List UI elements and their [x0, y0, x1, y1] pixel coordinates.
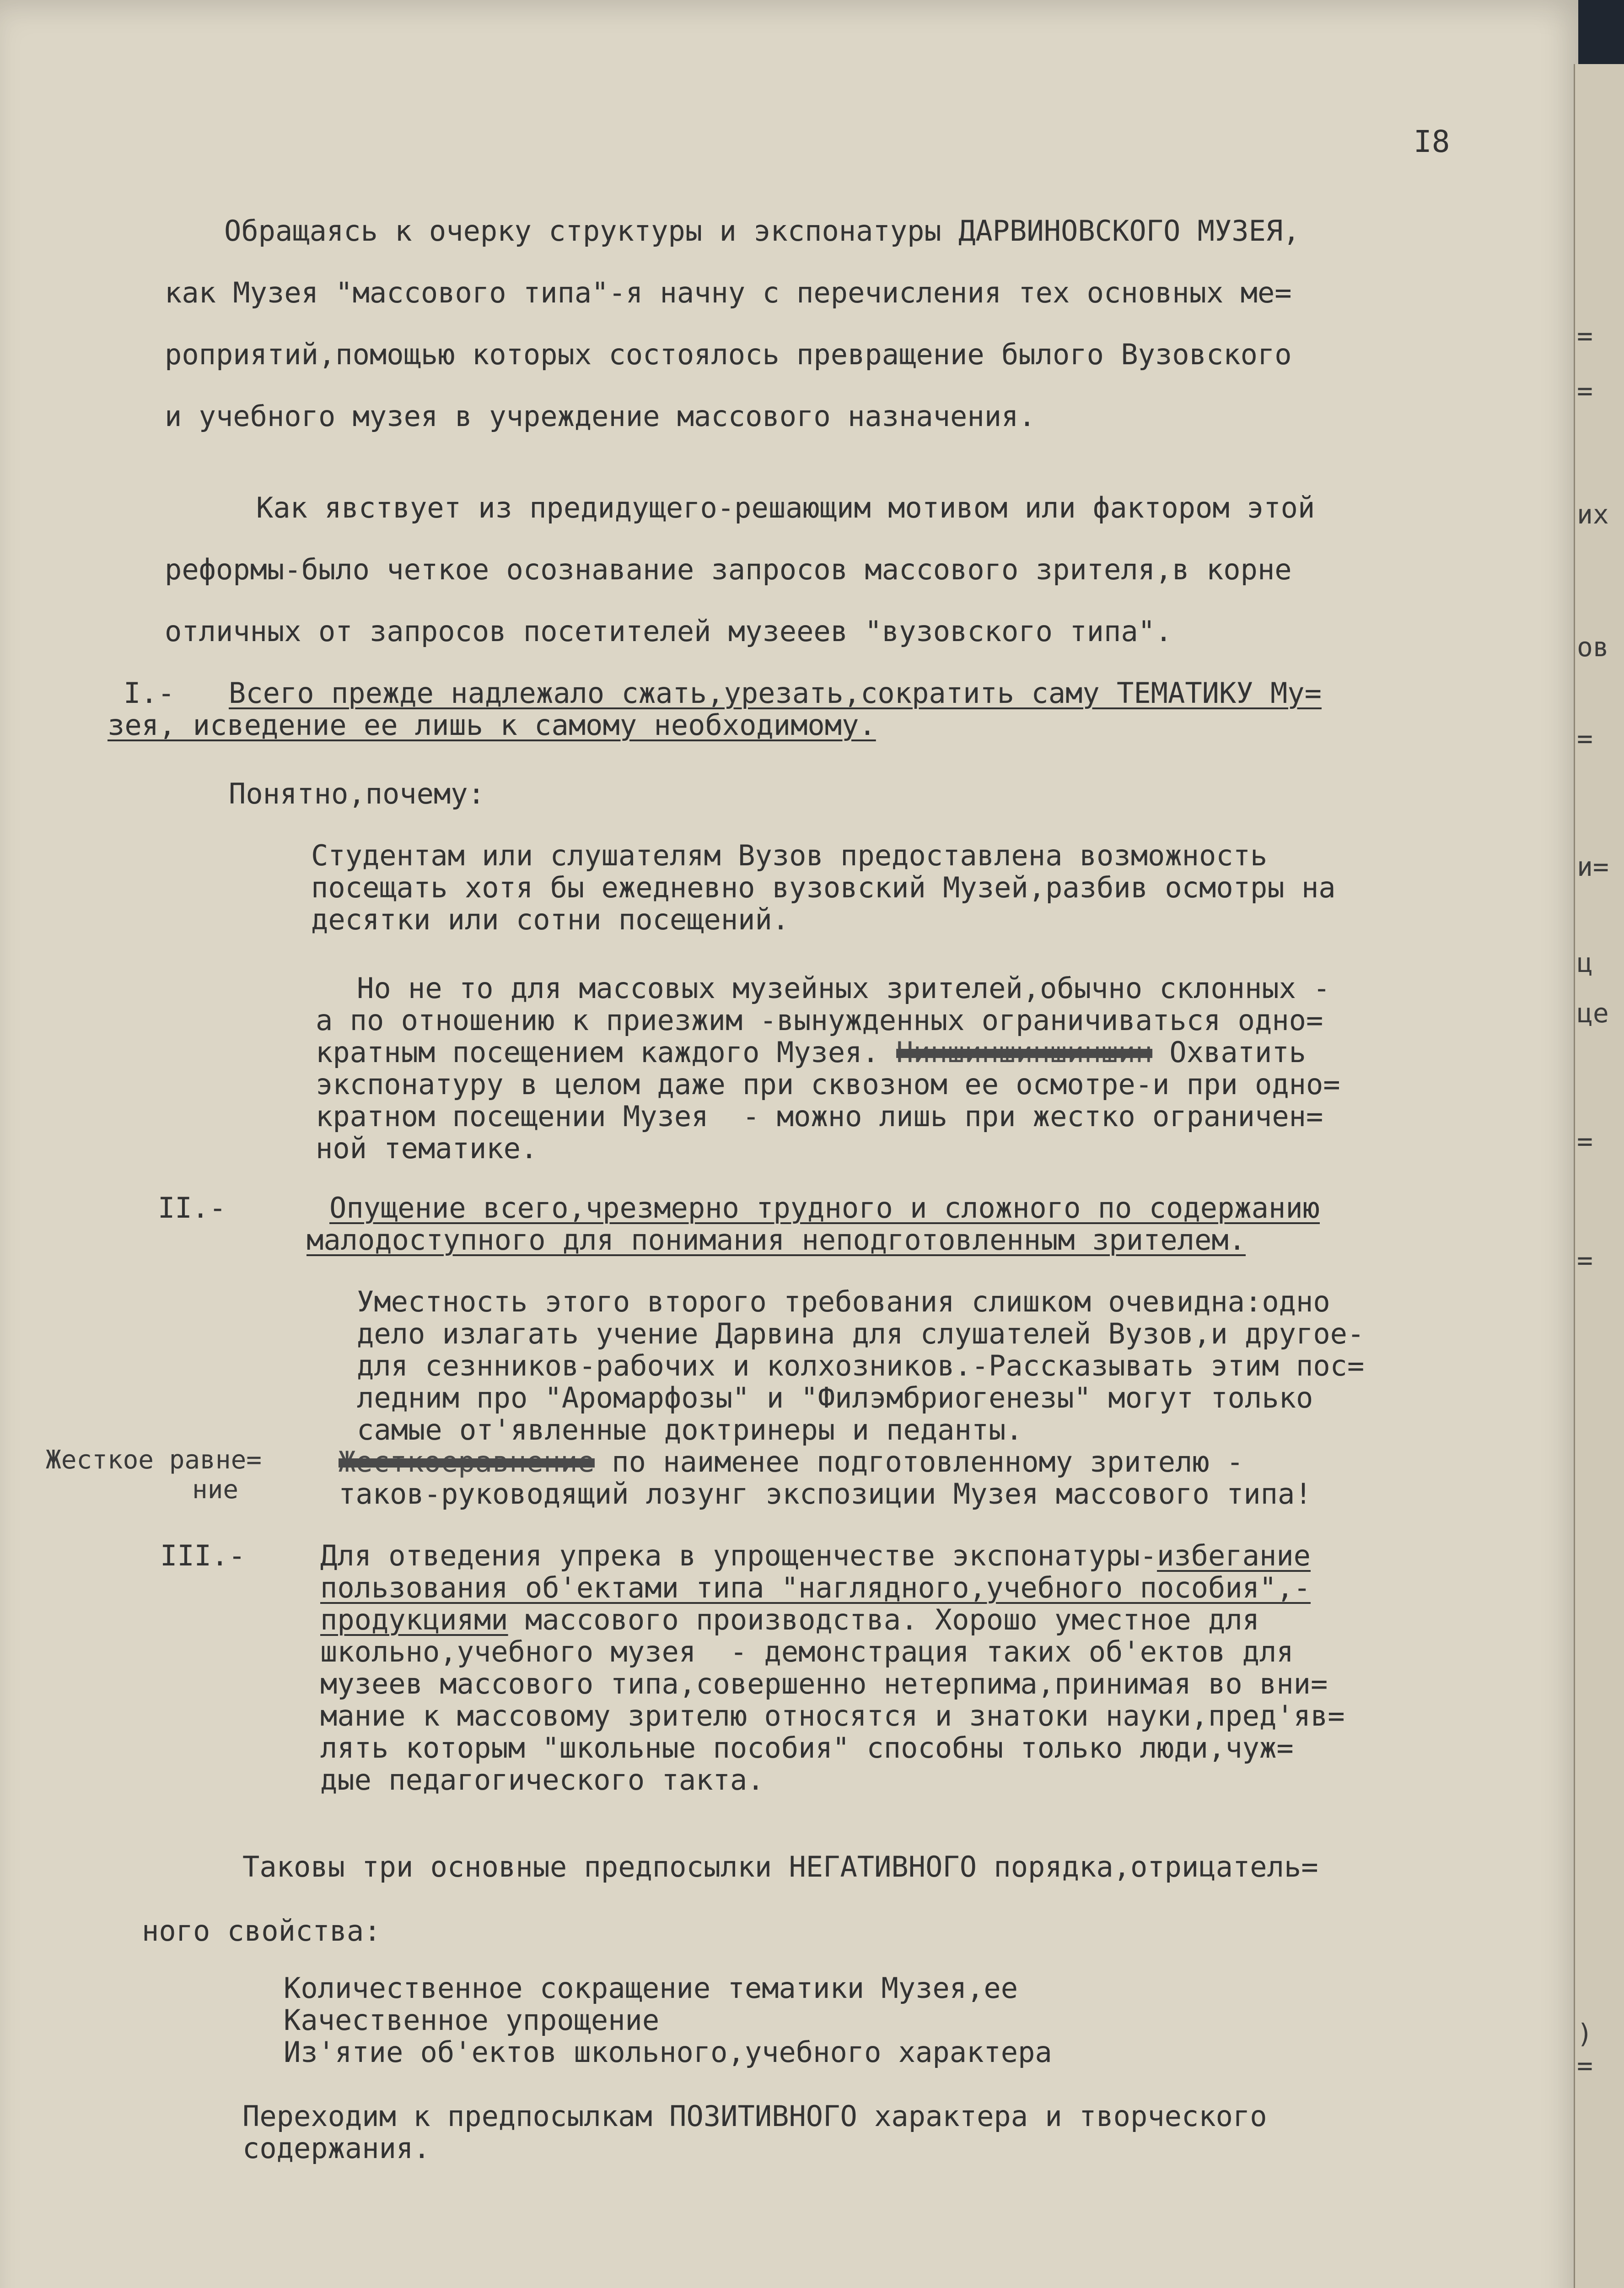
- underlying-mark: =: [1577, 1245, 1593, 1276]
- underlined-text: избегание: [1157, 1539, 1311, 1572]
- underlined-text: продукциями: [320, 1603, 508, 1636]
- paragraph-line: Таковы три основные предпосылки НЕГАТИВНОГО порядка,отрицатель=: [242, 1850, 1318, 1883]
- intro-line: роприятий,помощью которых состоялось превращение былого Вузовского: [165, 338, 1292, 371]
- section-heading: Всего прежде надлежало сжать,урезать,сократить саму ТЕМАТИКУ Му=: [229, 676, 1322, 710]
- page-number: I8: [1414, 124, 1450, 159]
- strikethrough-text: Жесткоеравнение: [339, 1445, 595, 1479]
- paragraph-block: школьно,учебного музея - демонстрация таких об'ектов для музеев массового типа,совершенно нетерпима,принимая во вни= мание к массовому зрителю относятся и знатоки науки,пред'яв= лять которым "школьные пособия" способны только люди,чуж= дые педагогического такта.: [320, 1635, 1345, 1797]
- underlying-mark: ): [1577, 2018, 1593, 2049]
- margin-note: Жесткое равне=: [46, 1445, 262, 1475]
- paragraph-block: Уместность этого второго требования слишком очевидна:одно дело излагать учение Дарвина для слушателей Вузов,и другое- для сезнников-рабочих и колхозников.-Рассказывать этим пос= ледним про "Аромарфозы" и "Филэмбриогенезы" могут только самые от'явленные доктринеры и педанты.: [357, 1285, 1365, 1446]
- summary-item: Количественное сокращение тематики Музея,ее: [284, 1971, 1018, 2005]
- underlying-mark: ов: [1577, 631, 1609, 663]
- text-run: Охватить: [1152, 1036, 1306, 1069]
- paragraph-block: Переходим к предпосылкам ПОЗИТИВНОГО характера и творческого содержания.: [242, 2099, 1267, 2165]
- paragraph-line: отличных от запросов посетителей музееев "вузовского типа".: [165, 615, 1172, 648]
- paragraph-line: а по отношению к приезжим -вынужденных ограничиваться одно=: [316, 1004, 1323, 1037]
- paragraph-block: экспонатуру в целом даже при сквозном ее осмотре-и при одно= кратном посещении Музея - можно лишь при жестко ограничен= ной тематике.: [316, 1068, 1340, 1165]
- summary-item: Качественное упрощение: [284, 2003, 660, 2037]
- section-heading: Опущение всего,чрезмерно трудного и сложного по содержанию: [329, 1191, 1320, 1225]
- paragraph-line: [339, 1446, 1243, 1478]
- intro-line: и учебного музея в учреждение массового назначения.: [165, 399, 1036, 433]
- underlying-mark: их: [1577, 499, 1609, 530]
- underlying-page-edge: [1574, 64, 1624, 2288]
- paragraph-line: Как явствует из предидущего-решающим мотивом или фактором этой: [256, 491, 1315, 524]
- paragraph-line: [320, 1604, 1259, 1636]
- section-numeral: II.-: [158, 1191, 226, 1225]
- underlying-mark: =: [1577, 320, 1593, 351]
- text-run: по наименее подготовленному зрителю -: [594, 1445, 1244, 1479]
- paragraph-line: [320, 1540, 1311, 1572]
- underlying-mark: ц: [1577, 947, 1593, 978]
- underlying-mark: =: [1577, 1126, 1593, 1157]
- underlying-mark: =: [1577, 723, 1593, 754]
- paragraph-line: [316, 1036, 1306, 1068]
- paragraph-line: ного свойства:: [142, 1914, 381, 1948]
- paragraph-line: Понятно,почему:: [229, 777, 485, 810]
- paragraph-line: таков-руководящий лозунг экспозиции Музея массового типа!: [339, 1477, 1312, 1511]
- text-run: Для отведения упрека в упрощенчестве экспонатуры-: [320, 1539, 1157, 1572]
- paragraph-block: Студентам или слушателям Вузов предоставлена возможность посещать хотя бы ежедневно вузовский Музей,разбив осмотры на десятки или сотни посещений.: [311, 839, 1336, 936]
- section-numeral: I.-: [124, 676, 175, 710]
- summary-item: Из'ятие об'ектов школьного,учебного характера: [284, 2035, 1052, 2069]
- underlying-mark: и=: [1577, 851, 1609, 882]
- strikethrough-text: Ниншиншиншиншин: [896, 1036, 1153, 1069]
- intro-line: Обращаясь к очерку структуры и экспонатуры ДАРВИНОВСКОГО МУЗЕЯ,: [224, 214, 1300, 248]
- underlying-mark: це: [1577, 998, 1609, 1029]
- intro-line: как Музея "массового типа"-я начну с перечисления тех основных ме=: [165, 276, 1292, 309]
- underlying-mark: =: [1577, 2050, 1593, 2081]
- text-run: кратным посещением каждого Музея.: [316, 1036, 897, 1069]
- underlined-line: пользования об'ектами типа "наглядного,учебного пособия",-: [320, 1571, 1311, 1604]
- section-heading: малодоступного для понимания неподготовленным зрителем.: [307, 1223, 1246, 1257]
- paragraph-line: Но не то для массовых музейных зрителей,обычно склонных -: [357, 971, 1330, 1005]
- margin-note: ние: [192, 1475, 239, 1505]
- section-numeral: III.-: [160, 1539, 246, 1572]
- section-heading: зея, исведение ее лишь к самому необходимому.: [108, 708, 876, 742]
- underlying-mark: =: [1577, 375, 1593, 406]
- paragraph-line: реформы-было четкое осознавание запросов массового зрителя,в корне: [165, 553, 1292, 586]
- text-run: массового производства. Хорошо уместное для: [508, 1603, 1260, 1636]
